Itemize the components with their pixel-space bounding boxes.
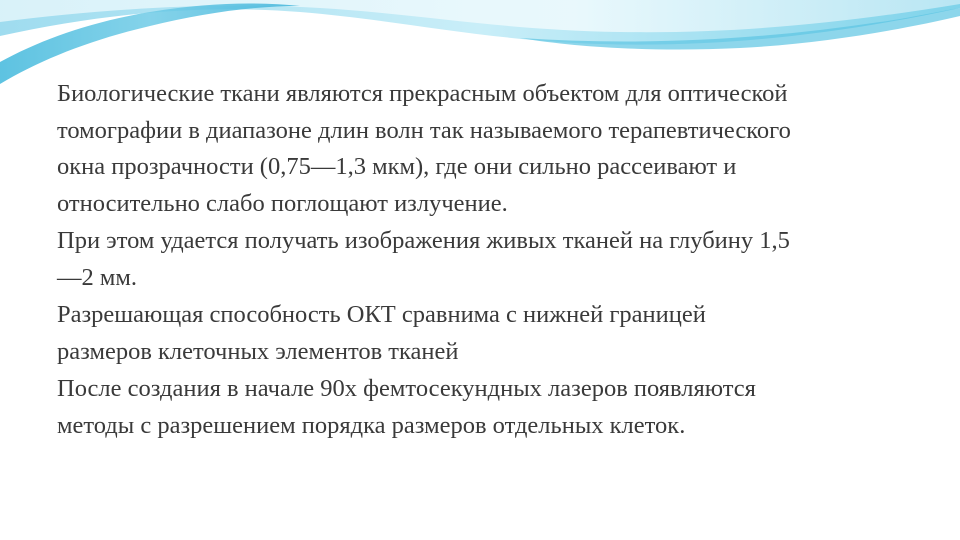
slide-body	[57, 76, 927, 445]
paragraph-2	[57, 223, 927, 296]
text-line: томографии в диапазоне длин волн так называемого терапевтического	[57, 116, 791, 144]
text-line: относительно слабо поглощают излучение.	[57, 189, 508, 217]
text-line: Разрешающая способность ОКТ сравнима с нижней границей	[57, 301, 706, 328]
paragraph-3	[57, 297, 927, 370]
text-line: —2 мм.	[57, 263, 138, 291]
paragraph-1	[57, 76, 927, 222]
text-line: После создания в начале 90х фемтосекундных лазеров появляются	[57, 375, 756, 402]
text-line: методы с разрешением порядка размеров отдельных клеток.	[57, 411, 686, 439]
text-line: Биологические ткани являются прекрасным объектом для оптической	[57, 80, 788, 107]
text-line: окна прозрачности (0,75—1,3 мкм), где они сильно рассеивают и	[57, 153, 737, 180]
text-line: размеров клеточных элементов тканей	[57, 337, 459, 365]
paragraph-4	[57, 371, 927, 444]
text-line: При этом удается получать изображения живых тканей на глубину 1,5	[57, 227, 790, 254]
